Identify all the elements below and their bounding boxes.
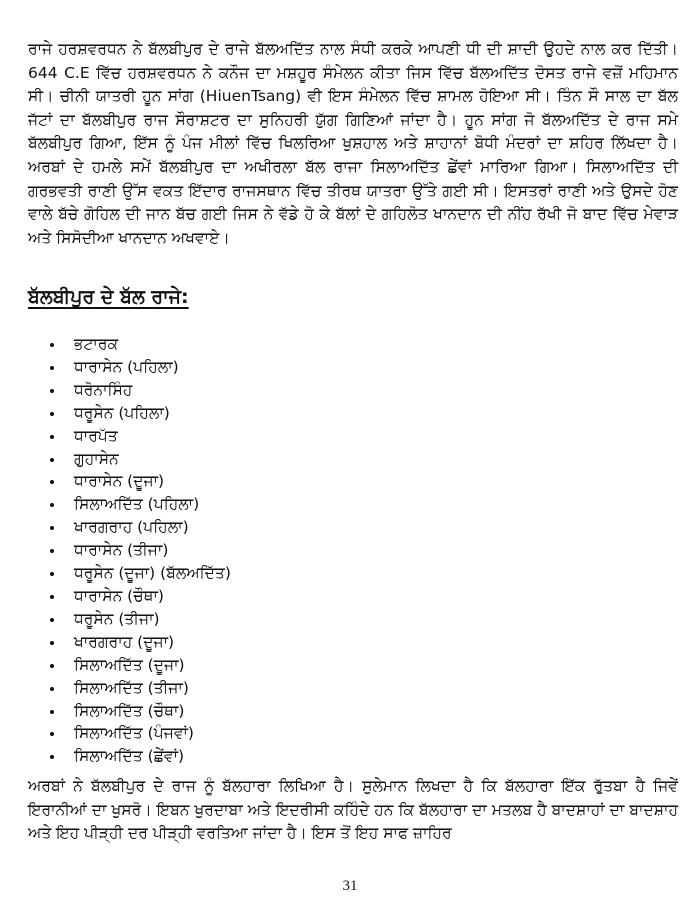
list-item xyxy=(50,631,231,654)
list-item-text: ਧਾਰਪੱਤ xyxy=(74,426,118,445)
list-item-text: ਸਿਲਾਅਦਿੱਤ (ਦੂਜਾ) xyxy=(74,655,185,674)
bullet-icon xyxy=(50,641,54,645)
list-item xyxy=(50,516,231,539)
bullet-icon xyxy=(50,618,54,622)
list-item xyxy=(50,722,231,745)
bullet-icon xyxy=(50,549,54,553)
bullet-icon xyxy=(50,412,54,416)
list-item-text: ਧਰੂਸੇਨ (ਦੂਜਾ) (ਬੱਲਅਦਿੱਤ) xyxy=(74,564,231,583)
list-item xyxy=(50,700,231,723)
bullet-icon xyxy=(50,366,54,370)
bullet-icon xyxy=(50,572,54,576)
bullet-icon xyxy=(50,343,54,347)
page-number: 31 xyxy=(342,878,358,894)
list-item xyxy=(50,379,231,402)
list-item xyxy=(50,608,231,631)
closing-paragraph: ਅਰਬਾਂ ਨੇ ਬੱਲਬੀਪੁਰ ਦੇ ਰਾਜ ਨੂੰ ਬੱਲਹਾਰਾ ਲਿਖਿਆ ਹੈ। ਸੁਲੇਮਾਨ ਲਿਖਦਾ ਹੈ ਕਿ ਬੱਲਹਾਰਾ ਇੱਕ ਰੁੱਤਬਾ ਹੈ ਜਿਵੇਂ ਇਰਾਨੀਆਂ ਦਾ ਖੁਸਰੋ। ਇਬਨ ਖੁਰਦਾਬਾ ਅਤੇ ਇਦਰੀਸੀ ਕਹਿੰਦੇ ਹਨ ਕਿ ਬੱਲਹਾਰਾ ਦਾ ਮਤਲਬ ਹੈ ਬਾਦਸ਼ਾਹਾਂ ਦਾ ਬਾਦਸ਼ਾਹ ਅਤੇ ਇਹ ਪੀੜ੍ਹੀ ਦਰ ਪੀੜ੍ਹੀ ਵਰਤਿਆ ਜਾਂਦਾ ਹੈ। ਇਸ ਤੋਂ ਇਹ ਸਾਫ ਜ਼ਾਹਿਰ xyxy=(28,777,678,843)
list-item xyxy=(50,356,231,379)
bullet-icon xyxy=(50,480,54,484)
list-item-text: ਸਿਲਾਅਦਿੱਤ (ਚੌਥਾ) xyxy=(74,701,185,720)
bullet-icon xyxy=(50,710,54,714)
list-item-text: ਧਾਰਾਸੇਨ (ਦੂਜਾ) xyxy=(74,472,165,491)
list-item-text: ਸਿਲਾਅਦਿੱਤ (ਤੀਜਾ) xyxy=(74,678,189,697)
bullet-icon xyxy=(50,595,54,599)
list-item-text: ਧਾਰਾਸੇਨ (ਚੌਥਾ) xyxy=(74,586,164,605)
list-item xyxy=(50,745,231,768)
bullet-icon xyxy=(50,503,54,507)
list-item-text: ਸਿਲਾਅਦਿੱਤ (ਛੇਂਵਾਂ) xyxy=(74,747,185,766)
list-item-text: ਖਾਰਗਰਾਹ (ਪਹਿਲਾ) xyxy=(74,518,189,537)
bullet-icon xyxy=(50,526,54,530)
list-item xyxy=(50,585,231,608)
kings-list xyxy=(50,333,231,768)
list-item xyxy=(50,470,231,493)
section-heading: ਬੱਲਬੀਪੁਰ ਦੇ ਬੱਲ ਰਾਜੇ: xyxy=(28,286,189,308)
intro-paragraph: ਰਾਜੇ ਹਰਸ਼ਵਰਧਨ ਨੇ ਬੱਲਬੀਪੁਰ ਦੇ ਰਾਜੇ ਬੱਲਅਦਿੱਤ ਨਾਲ ਸੰਧੀ ਕਰਕੇ ਆਪਣੀ ਧੀ ਦੀ ਸ਼ਾਦੀ ਉਹਦੇ ਨਾਲ ਕਰ ਦਿੱਤੀ। 644 C.E ਵਿੱਚ ਹਰਸ਼ਵਰਧਨ ਨੇ ਕਨੌਜ ਦਾ ਮਸ਼ਹੂਰ ਸੰਮੇਲਨ ਕੀਤਾ ਜਿਸ ਵਿੱਚ ਬੱਲਅਦਿੱਤ ਦੋਸਤ ਰਾਜੇ ਵਜ਼ੋਂ ਮਹਿਮਾਨ ਸੀ। ਚੀਨੀ ਯਾਤਰੀ ਹੂਨ ਸਾਂਗ (HiuenTsang) ਵੀ ਇਸ ਸੰਮੇਲਨ ਵਿੱਚ ਸ਼ਾਮਲ ਹੋਇਆ ਸੀ। ਤਿੰਨ ਸੌ ਸਾਲ ਦਾ ਬੱਲ ਜੱਟਾਂ ਦਾ ਬੱਲਬੀਪੁਰ ਰਾਜ ਸੌਰਾਸ਼ਟਰ ਦਾ ਸੁਨਿਹਰੀ ਯੁੱਗ ਗਿਣਿਆਂ ਜਾਂਦਾ ਹੈ। ਹੂਨ ਸਾਂਗ ਜੋ ਬੱਲਅਦਿੱਤ ਦੇ ਰਾਜ ਸਮੇ ਬੱਲਬੀਪੁਰ ਗਿਆ, ਇੱਸ ਨੂੰ ਪੰਜ ਮੀਲਾਂ ਵਿੱਚ ਖਿਲਰਿਆ ਖੁਸ਼ਹਾਲ ਅਤੇ ਸ਼ਾਹਾਨਾਂ ਬੋਧੀ ਮੰਦਰਾਂ ਦਾ ਸ਼ਹਿਰ ਲਿੱਖਦਾ ਹੈ। ਅਰਬਾਂ ਦੇ ਹਮਲੇ ਸਮੇਂ ਬੱਲਬੀਪੁਰ ਦਾ ਅਖੀਰਲਾ ਬੱਲ ਰਾਜਾ ਸਿਲਾਅਦਿੱਤ ਛੇਂਵਾਂ ਮਾਰਿਆ ਗਿਆ। ਸਿਲਾਅਦਿੱਤ ਦੀ ਗਰਭਵਤੀ ਰਾਣੀ ਉੱਸ ਵਕਤ ਇੱਦਾਰ ਰਾਜਸਥਾਨ ਵਿੱਚ ਤੀਰਥ ਯਾਤਰਾ ਉੱਤੇ ਗਈ ਸੀ। ਇਸਤਰਾਂ ਰਾਣੀ ਅਤੇ ਉਸਦੇ ਹੋਣ ਵਾਲੇ ਬੱਚੇ ਗੋਹਿਲ ਦੀ ਜਾਨ ਬੱਚ ਗਈ ਜਿਸ ਨੇ ਵੱਡੇ ਹੋ ਕੇ ਬੱਲਾਂ ਦੇ ਗਹਿਲੋਤ ਖਾਨਦਾਨ ਦੀ ਨੀਂਹ ਰੱਖੀ ਜੋ ਬਾਦ ਵਿੱਚ ਮੇਵਾੜ ਅਤੇ ਸਿਸੋਦੀਆ ਖਾਨਦਾਨ ਅਖਵਾਏ। xyxy=(28,40,678,247)
list-item xyxy=(50,333,231,356)
bullet-icon xyxy=(50,732,54,736)
list-item xyxy=(50,677,231,700)
list-item xyxy=(50,448,231,471)
list-item-text: ਧਰੂਸੇਨ (ਪਹਿਲਾ) xyxy=(74,403,170,422)
bullet-icon xyxy=(50,664,54,668)
list-item-text: ਭਟਾਰਕ xyxy=(74,335,119,353)
list-item xyxy=(50,539,231,562)
bullet-icon xyxy=(50,755,54,759)
bullet-icon xyxy=(50,389,54,393)
bullet-icon xyxy=(50,458,54,462)
list-item xyxy=(50,562,231,585)
list-item-text: ਸਿਲਾਅਦਿੱਤ (ਪਹਿਲਾ) xyxy=(74,495,200,514)
list-item-text: ਖਾਰਗਰਾਹ (ਦੂਜਾ) xyxy=(74,632,175,651)
list-item xyxy=(50,654,231,677)
list-item-text: ਗੁਹਾਸੇਨ xyxy=(74,449,119,468)
list-item-text: ਧਾਰਾਸੇਨ (ਤੀਜਾ) xyxy=(74,541,169,560)
list-item-text: ਧਰੋਨਾਸਿੰਹ xyxy=(74,380,133,399)
list-item-text: ਸਿਲਾਅਦਿੱਤ (ਪੰਜਵਾਂ) xyxy=(74,724,194,743)
bullet-icon xyxy=(50,435,54,439)
list-item xyxy=(50,402,231,425)
list-item xyxy=(50,493,231,516)
list-item xyxy=(50,425,231,448)
list-item-text: ਧਾਰਾਸੇਨ (ਪਹਿਲਾ) xyxy=(74,357,179,376)
bullet-icon xyxy=(50,687,54,691)
list-item-text: ਧਰੂਸੇਨ (ਤੀਜਾ) xyxy=(74,609,160,628)
